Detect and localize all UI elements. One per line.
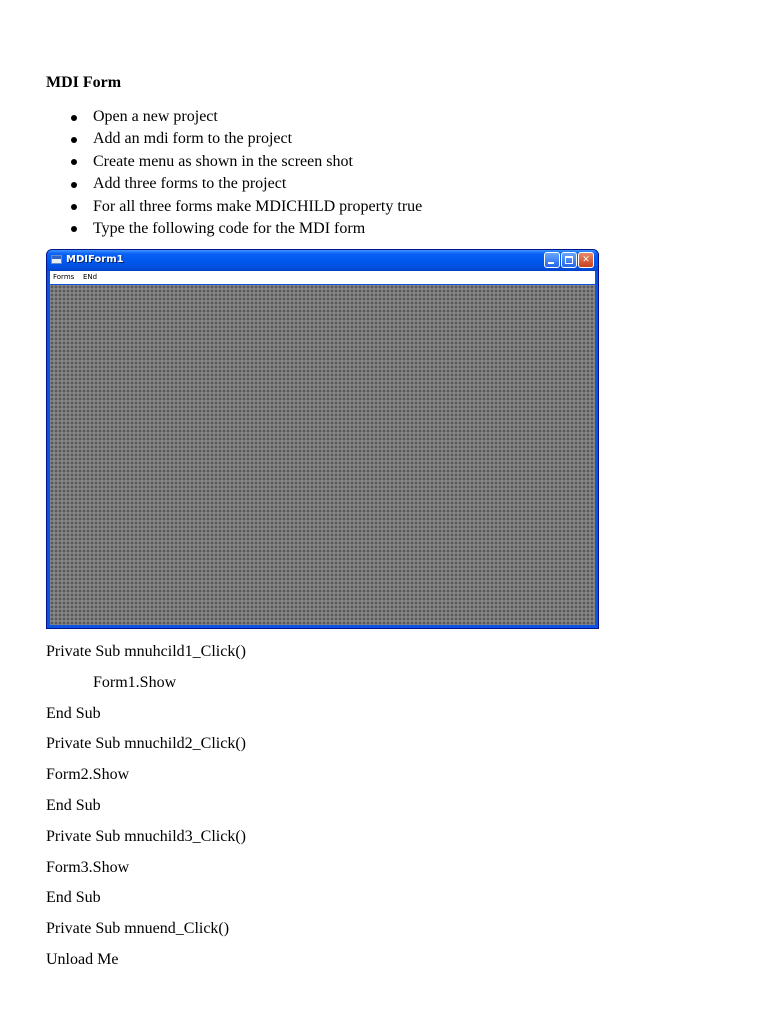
code-line: Form3.Show bbox=[46, 859, 130, 876]
code-line: Form2.Show bbox=[46, 766, 130, 783]
form-window-icon bbox=[51, 255, 62, 264]
code-line: Form1.Show bbox=[93, 674, 177, 691]
instruction-item bbox=[46, 173, 422, 195]
instruction-list bbox=[46, 106, 422, 240]
menu-item-forms: Forms bbox=[53, 273, 75, 281]
instruction-text: Add an mdi form to the project bbox=[93, 130, 293, 148]
instruction-text: Open a new project bbox=[93, 108, 218, 125]
instruction-item bbox=[46, 106, 422, 128]
code-line: Private Sub mnuchild2_Click() bbox=[46, 735, 246, 752]
instruction-text: Add three forms to the project bbox=[93, 175, 287, 193]
code-line: Private Sub mnuchild3_Click() bbox=[46, 828, 246, 845]
instruction-text: Create menu as shown in the screen shot bbox=[93, 152, 353, 170]
bullet-icon bbox=[71, 115, 77, 121]
window-menubar bbox=[50, 271, 595, 284]
bullet-icon bbox=[71, 204, 77, 210]
mdi-form-screenshot bbox=[46, 249, 599, 629]
code-line: Private Sub mnuhcild1_Click() bbox=[46, 643, 246, 660]
bullet-icon bbox=[71, 182, 77, 188]
close-button bbox=[578, 252, 594, 268]
instruction-text: Type the following code for the MDI form bbox=[93, 219, 366, 237]
maximize-icon bbox=[565, 256, 573, 264]
bullet-icon bbox=[71, 159, 77, 165]
instruction-text: For all three forms make MDICHILD property true bbox=[93, 197, 423, 215]
code-line: End Sub bbox=[46, 705, 101, 722]
instruction-item bbox=[46, 196, 422, 218]
bullet-icon bbox=[71, 226, 77, 232]
minimize-button bbox=[544, 252, 560, 268]
close-icon: ✕ bbox=[582, 255, 590, 265]
code-line: Private Sub mnuend_Click() bbox=[46, 920, 230, 937]
minimize-icon bbox=[548, 262, 554, 264]
code-line: Unload Me bbox=[46, 951, 119, 968]
maximize-button bbox=[561, 252, 577, 268]
instruction-item bbox=[46, 218, 422, 240]
code-line: End Sub bbox=[46, 797, 101, 814]
instruction-item bbox=[46, 151, 422, 173]
mdi-client-area bbox=[50, 285, 595, 625]
code-line: End Sub bbox=[46, 889, 101, 906]
window-title: MDIForm1 bbox=[66, 254, 124, 265]
bullet-icon bbox=[71, 137, 77, 143]
instruction-item bbox=[46, 128, 422, 150]
window-titlebar bbox=[47, 250, 598, 271]
document-title: MDI Form bbox=[46, 74, 122, 91]
menu-item-end: ENd bbox=[83, 273, 98, 281]
